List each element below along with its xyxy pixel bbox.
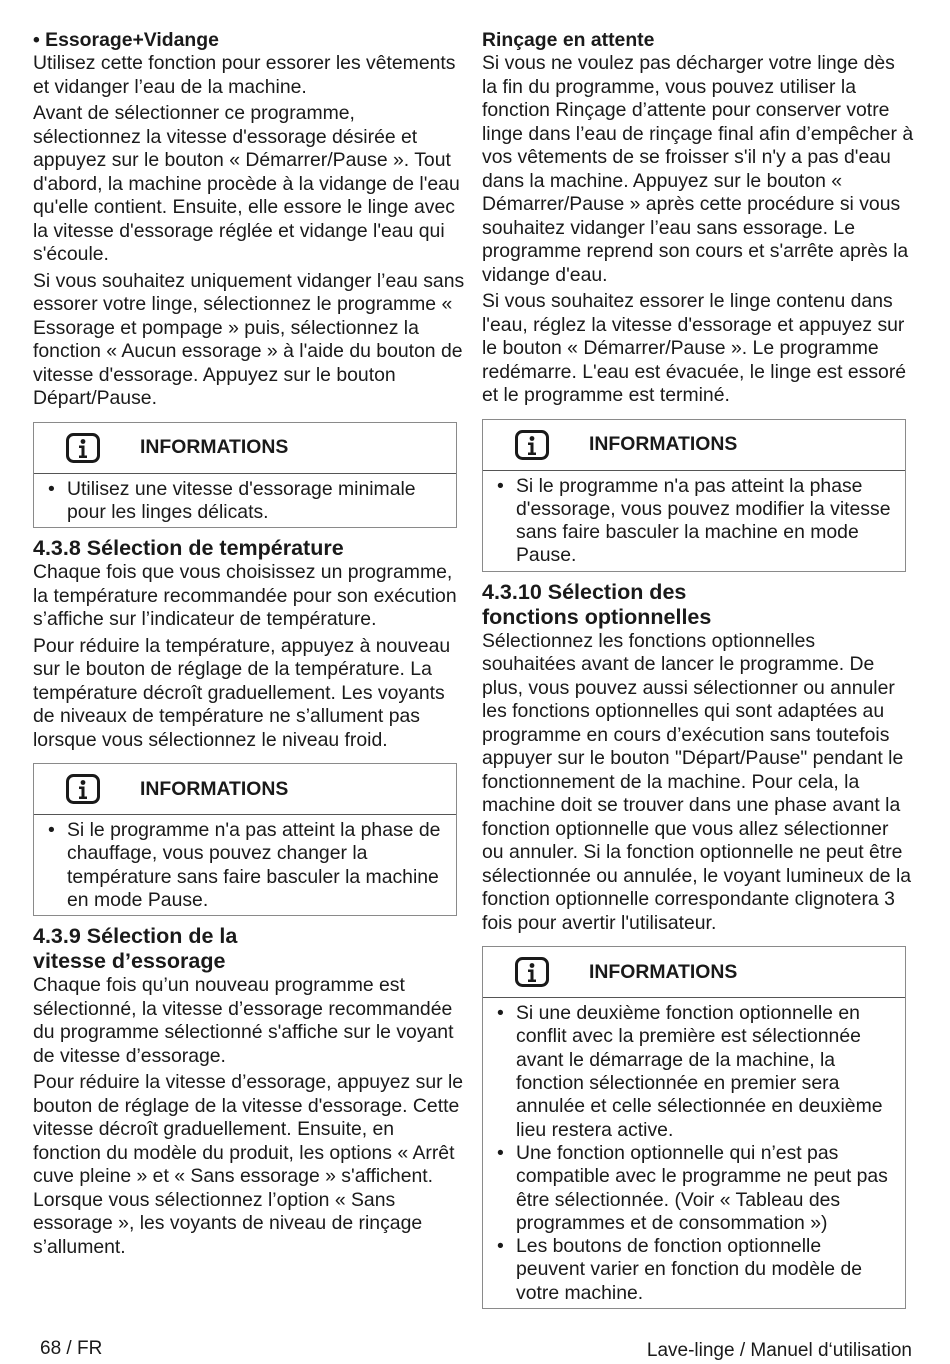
info-icon (66, 433, 100, 463)
paragraph: Si vous souhaitez essorer le linge contenu dans l'eau, réglez la vitesse d'essorage et appuyez sur le bouton « Démarrer/Pause ». Le programme redémarre. L'eau est évacuée, le linge est essoré et le programme est terminé. (482, 290, 907, 406)
heading-line: 4.3.10 Sélection des (482, 579, 687, 604)
info-box-title: INFORMATIONS (140, 436, 289, 458)
list-item: • Si le programme n'a pas atteint la phase de chauffage, vous pouvez changer la température sans faire basculer la machine en mode Pause. (48, 819, 442, 912)
paragraph: Pour réduire la température, appuyez à nouveau sur le bouton de réglage de la température. La température décroît graduellement. Les voyants de niveaux de température ne s’allument pas lorsque vous sélectionnez le niveau froid. (33, 634, 451, 751)
footer-manual-title: Lave-linge / Manuel d‘utilisation (646, 1340, 912, 1361)
page-number: 68 / FR (40, 1338, 103, 1359)
paragraph: Chaque fois que vous choisissez un programme, la température recommandée pour son exécution s’affiche sur l’indicateur de température. (33, 561, 457, 631)
section-heading-spin-speed (33, 924, 465, 974)
heading-line: fonctions optionnelles (482, 604, 712, 629)
paragraph: Utilisez cette fonction pour essorer les vêtements et vidanger l’eau de la machine. (33, 52, 456, 98)
paragraph: Si vous souhaitez uniquement vidanger l’eau sans essorer votre linge, sélectionnez le programme « Essorage et pompage » puis, sélectionnez la fonction « Aucun essorage » à l'aide du bouton de vitesse d'essorage. Appuyez sur le bouton Départ/Pause. (33, 269, 465, 409)
info-box-body (483, 471, 905, 571)
paragraph: Si vous ne voulez pas décharger votre linge dès la fin du programme, vous pouvez utiliser la fonction Rinçage d’attente pour conserver votre linge dans l’eau de rinçage final afin d’empêcher à vos vêtements de se froisser s'il n'y a pas d'eau dans la machine. Appuyez sur le bouton « Démarrer/Pause » après cette procédure si vous souhaitez vidanger l’eau sans essorage. Le programme reprend son cours et s'arrête après la vidange d'eau. (482, 52, 914, 286)
section-heading-temperature: 4.3.8 Sélection de température (33, 536, 344, 561)
paragraph: Sélectionnez les fonctions optionnelles souhaitées avant de lancer le programme. De plus, vous pouvez aussi sélectionner ou annuler les fonctions optionnelles qui sont adaptées au programme en cours d’exécution sans toutefois appuyer sur le bouton "Départ/Pause" pendant le fonctionnement de la machine. Pour cela, la machine doit se trouver dans une phase avant la fonction optionnelle que vous allez sélectionner ou annuler. Si la fonction optionnelle ne peut être sélectionnée ou annulée, le voyant lumineux de la fonction optionnelle correspondante clignotera 3 fois pour avertir l'utilisateur. (482, 629, 912, 934)
heading-line: 4.3.9 Sélection de la (33, 924, 238, 949)
paragraph: Chaque fois qu’un nouveau programme est sélectionné, la vitesse d’essorage recommandée du programme sélectionné s'affiche sur le voyant de vitesse d’essorage. (33, 974, 454, 1067)
info-box-title: INFORMATIONS (140, 777, 289, 800)
info-box-header (483, 947, 905, 998)
info-box (482, 419, 906, 572)
info-box (482, 946, 906, 1309)
list-item: • Utilisez une vitesse d'essorage minimale pour les linges délicats. (48, 478, 442, 525)
list-item: • Si le programme n'a pas atteint la phase d'essorage, vous pouvez modifier la vitesse sans faire basculer la machine en mode Pause. (497, 475, 891, 568)
info-box-body (483, 998, 905, 1308)
info-icon (515, 957, 549, 987)
list-item: • Les boutons de fonction optionnelle peuvent varier en fonction du modèle de votre machine. (497, 1235, 891, 1305)
info-icon (515, 430, 549, 460)
info-box-header (483, 420, 905, 471)
left-column (33, 28, 465, 1262)
info-box-header (34, 423, 456, 474)
info-box-title: INFORMATIONS (589, 960, 738, 983)
paragraph: Avant de sélectionner ce programme, sélectionnez la vitesse d'essorage désirée et appuyez sur le bouton « Démarrer/Pause ». Tout d'abord, la machine procède à la vidange de l'eau qu'elle contient. Ensuite, elle essore le linge avec la vitesse d'essorage réglée et vidange l'eau qui s'écoule. (33, 102, 460, 265)
rincage-title: Rinçage en attente (482, 29, 655, 51)
info-box-title: INFORMATIONS (589, 433, 738, 455)
list-item: • Si une deuxième fonction optionnelle en conflit avec la première est sélectionnée avant le démarrage de la machine, la fonction sélectionnée en premier sera annulée et celle sélectionnée en deuxième lieu restera active. (497, 1002, 891, 1142)
list-item: • Une fonction optionnelle qui n’est pas compatible avec le programme ne peut pas être sélectionnée. (Voir « Tableau des programmes et de consommation ») (497, 1142, 891, 1235)
right-column (482, 28, 914, 1317)
info-icon (66, 774, 100, 804)
paragraph: Pour réduire la vitesse d’essorage, appuyez sur le bouton de réglage de la vitesse d'essorage. Cette vitesse décroît graduellement. Ensuite, en fonction du modèle du produit, les options « Arrêt cuve pleine » et « Sans essorage » s'affichent. Lorsque vous sélectionnez l’option « Sans essorage », les voyants de niveau de rinçage s’allument. (33, 1071, 464, 1258)
info-box (33, 763, 457, 916)
essorage-title: • Essorage+Vidange (33, 29, 219, 51)
info-box-body (34, 815, 456, 915)
section-heading-options (482, 580, 914, 630)
info-box-body (34, 474, 456, 528)
info-box (33, 422, 457, 529)
info-box-header (34, 764, 456, 815)
heading-line: vitesse d’essorage (33, 949, 226, 974)
